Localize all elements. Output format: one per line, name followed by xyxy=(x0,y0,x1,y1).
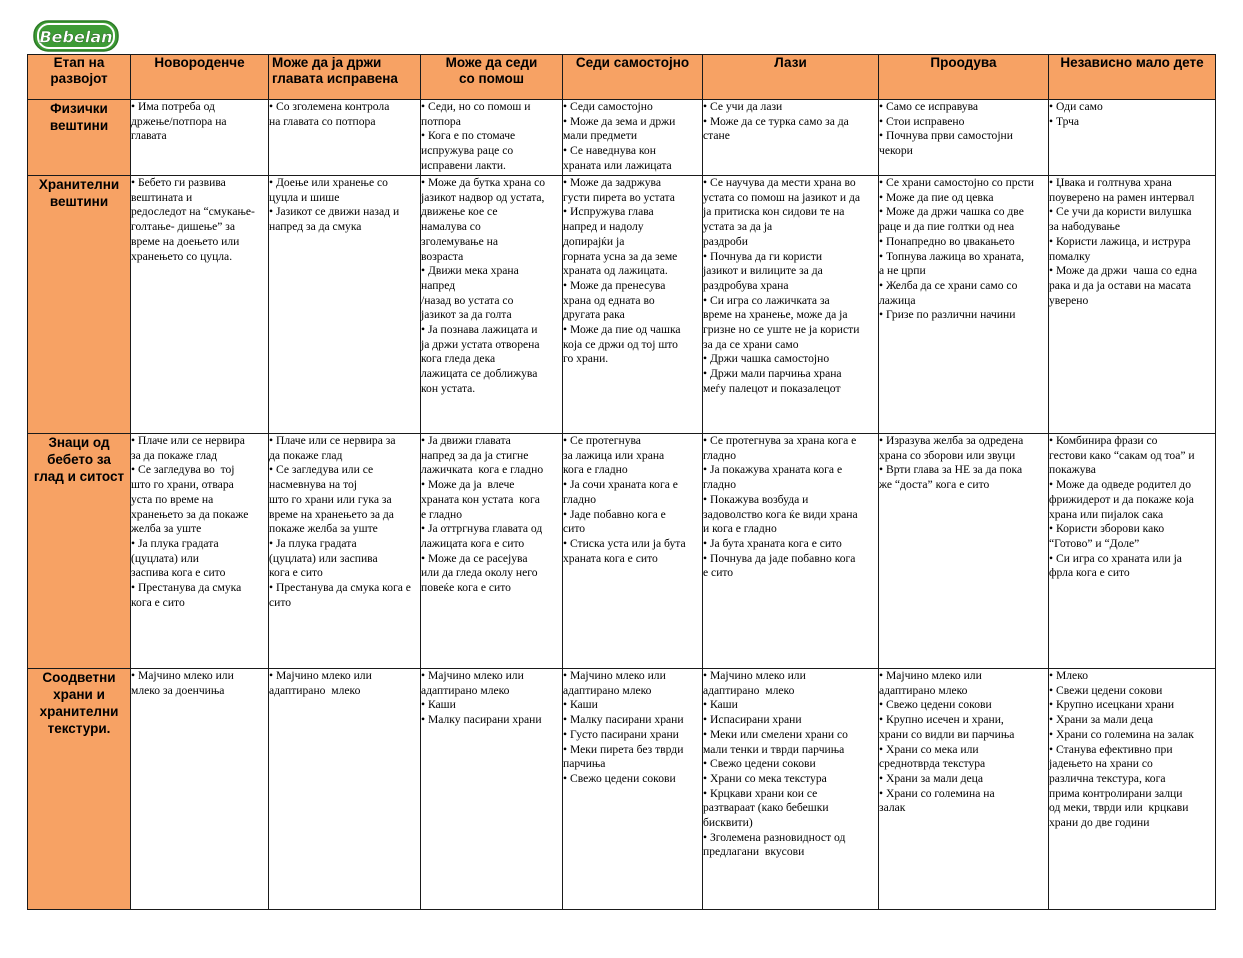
cell-line: • Кога е по стомаче xyxy=(421,129,516,143)
cell-line: движење кое се xyxy=(421,205,498,219)
cell-line: • Испасирани храни xyxy=(703,713,802,727)
cell-line: сито xyxy=(269,595,292,609)
cell-line: млеко за доенчиња xyxy=(131,683,225,697)
cell-line: • Крцкави храни кои се xyxy=(703,786,818,800)
stage-header: Може да седи со помош xyxy=(421,55,563,100)
cell-line: • Си игра со лажичката за xyxy=(703,293,830,307)
cell-line: • Почнува први самостојни xyxy=(879,129,1013,143)
cell-line: • Свежи цедени сокови xyxy=(1049,683,1163,697)
cell-line: • Плаче или се нервира за xyxy=(269,434,396,447)
table-row xyxy=(28,176,1216,434)
cell-line: • Може да се турка само за да xyxy=(703,114,849,128)
table-cell xyxy=(563,176,703,434)
cell-line: • Оди само xyxy=(1049,100,1103,113)
cell-line: адаптирано млеко xyxy=(563,683,652,697)
cell-line: • Може да се расејува xyxy=(421,551,528,565)
cell-line: кога е гладно xyxy=(563,463,628,477)
cell-line: • Седи, но со помош и xyxy=(421,100,531,113)
cell-line: гладно xyxy=(703,448,736,462)
cell-line: време на доењето или xyxy=(131,234,240,248)
cell-line: предлагани вкусови xyxy=(703,845,805,859)
cell-line: различна текстура, кога xyxy=(1049,771,1166,785)
cell-line: рака и да ја остави на масата xyxy=(1049,278,1192,292)
stage-header: Седи самостојно xyxy=(563,55,703,100)
cell-line: хранењето за да покаже xyxy=(131,507,249,521)
cell-line: хранењето со цуцла. xyxy=(131,249,233,263)
cell-line: да покаже глад xyxy=(269,448,343,462)
cell-line: гладно xyxy=(703,478,736,492)
cell-line: покажува xyxy=(1049,463,1096,477)
cell-line: • Храни со големина на залак xyxy=(1049,727,1194,741)
cell-line: • Мајчино млеко или xyxy=(703,669,806,682)
cell-line: парчиња xyxy=(563,757,606,771)
cell-line: • Храни за мали деца xyxy=(1049,713,1153,727)
cell-line: што го храни или гука за xyxy=(269,492,392,506)
cell-line: • Топнува лажица во храната, xyxy=(879,249,1025,263)
cell-line: • Си игра со храната или ја xyxy=(1049,551,1182,565)
cell-line: • Бебето ги развива xyxy=(131,176,226,189)
cell-line: • Мајчино млеко или xyxy=(879,669,982,682)
cell-line: уста по време на xyxy=(131,492,214,506)
cell-line: задоволство кога ќе види храна xyxy=(703,507,858,521)
cell-line: бисквити) xyxy=(703,816,753,830)
cell-line: залак xyxy=(879,801,906,815)
table-cell xyxy=(563,100,703,176)
cell-line: • Каши xyxy=(421,698,456,712)
table-cell xyxy=(1049,669,1216,910)
cell-line: адаптирано млеко xyxy=(421,683,510,697)
cell-line: • Може да бутка храна со xyxy=(421,176,546,189)
cell-line: • Држи мали парчиња храна xyxy=(703,367,842,381)
cell-line: храни со видли ви парчиња xyxy=(879,727,1015,741)
row-label: Знаци од бебето за глад и ситост xyxy=(28,434,131,669)
cell-line: на главата со потпора xyxy=(269,114,376,128)
table-cell xyxy=(269,176,421,434)
cell-line: • Може да пие од чашка xyxy=(563,323,681,337)
table-cell xyxy=(131,100,269,176)
cell-line: • Ја бута храната кога е сито xyxy=(703,536,842,550)
cell-line: • Каши xyxy=(563,698,598,712)
cell-line: • Меки пирета без тврди xyxy=(563,742,684,756)
cell-line: • Трча xyxy=(1049,114,1080,128)
cell-line: устата за да ја xyxy=(703,220,773,234)
cell-line: • Јазикот се движи назад и xyxy=(269,205,400,219)
cell-line: храна или пијалок сака xyxy=(1049,507,1164,521)
cell-line: јазикот надвор од устата, xyxy=(421,190,545,204)
cell-line: • Ја оттргнува главата од xyxy=(421,522,543,536)
cell-line: јазикот за да голта xyxy=(421,308,512,322)
cell-line: • Јаде побавно кога е xyxy=(563,507,666,521)
table-cell xyxy=(421,669,563,910)
table-header-row xyxy=(28,55,1216,100)
development-stages-table xyxy=(27,54,1216,910)
cell-line: храната кон устата кога xyxy=(421,492,540,506)
cell-line: раце и да пие голтки од нea xyxy=(879,220,1015,234)
table-cell xyxy=(703,100,879,176)
cell-line: за да покаже глад xyxy=(131,448,218,462)
cell-line: го храни. xyxy=(563,352,609,366)
cell-line: време на хранењето за да xyxy=(269,507,394,521)
cell-line: лажицата кога е сито xyxy=(421,536,525,550)
cell-line: • Се учи да користи вилушка xyxy=(1049,205,1192,219)
cell-line: горната усна за да земе xyxy=(563,249,678,263)
cell-line: • Престанува да смука кога е xyxy=(269,581,411,595)
cell-line: кога е сито xyxy=(131,595,185,609)
cell-line: /назад во устата со xyxy=(421,293,514,307)
cell-line: гладно xyxy=(563,492,596,506)
cell-line: желба за уште xyxy=(131,522,202,536)
cell-line: е сито xyxy=(703,566,734,580)
cell-line: држење/потпора на xyxy=(131,114,227,128)
cell-line: главата xyxy=(131,129,167,143)
cell-line: • Храни со големина на xyxy=(879,786,995,800)
cell-line: фрижидерот и да покаже која xyxy=(1049,492,1194,506)
cell-line: кога гледа дека xyxy=(421,352,496,366)
cell-line: • Се загледува во тој xyxy=(131,463,235,477)
cell-line: • Стиска уста или ја бута xyxy=(563,536,686,550)
stage-header: Новороденче xyxy=(131,55,269,100)
cell-line: напред за да смука xyxy=(269,220,362,234)
table-cell xyxy=(421,434,563,669)
cell-line: исправени лакти. xyxy=(421,158,506,172)
cell-line: • Може да пие од цевка xyxy=(879,190,994,204)
table-cell xyxy=(563,669,703,910)
cell-line: што го храни, отвара xyxy=(131,478,234,492)
cell-line: е гладно xyxy=(421,507,463,521)
cell-line: • Може да ја влече xyxy=(421,478,515,492)
cell-line: • Се протегнува xyxy=(563,434,641,447)
stage-header: Проодува xyxy=(879,55,1049,100)
cell-line: мали тенки и тврди парчиња xyxy=(703,742,845,756)
cell-line: • Се учи да лази xyxy=(703,100,783,113)
cell-line: напред xyxy=(421,278,456,292)
cell-line: • Се храни самостојно со прсти xyxy=(879,176,1035,189)
cell-line: редоследот на “смукање- xyxy=(131,205,255,219)
table-cell xyxy=(879,176,1049,434)
cell-line: густи пирета во устата xyxy=(563,190,675,204)
cell-line: (цуцлата) или заспива xyxy=(269,551,378,565)
cell-line: адаптирано млеко xyxy=(879,683,968,697)
cell-line: • Гризе по различни начини xyxy=(879,308,1016,322)
cell-line: • Седи самостојно xyxy=(563,100,653,113)
cell-line: • Мајчино млеко или xyxy=(563,669,666,682)
cell-line: зголемување на xyxy=(421,234,499,248)
cell-line: цуцла и шише xyxy=(269,190,340,204)
cell-line: • Ја плука градата xyxy=(269,536,357,550)
cell-line: • Има потреба од xyxy=(131,100,215,113)
table-cell xyxy=(703,434,879,669)
cell-line: стане xyxy=(703,129,730,143)
row-label: Хранителни вештини xyxy=(28,176,131,434)
cell-line: напред и надолу xyxy=(563,220,644,234)
cell-line: • Свежо цедени сокови xyxy=(703,757,816,771)
cell-line: сито xyxy=(563,522,586,536)
cell-line: • Изразува желба за одредена xyxy=(879,434,1024,447)
cell-line: ја држи устата отворена xyxy=(421,337,540,351)
cell-line: • Почнува да јаде побавно кога xyxy=(703,551,856,565)
cell-line: лажичката кога е гладно xyxy=(421,463,544,477)
cell-line: • Со зголемена контрола xyxy=(269,100,390,113)
cell-line: же “доста” кога е сито xyxy=(879,478,990,492)
table-cell xyxy=(703,176,879,434)
table-cell xyxy=(131,176,269,434)
cell-line: и кога е гладно xyxy=(703,522,777,536)
cell-line: • Храни со мека текстура xyxy=(703,771,827,785)
cell-line: испружува раце со xyxy=(421,144,514,158)
logo-text: Bebelan xyxy=(39,27,113,47)
cell-line: храната или лажицата xyxy=(563,158,672,172)
table-cell xyxy=(131,669,269,910)
cell-line: • Испружува глава xyxy=(563,205,654,219)
cell-line: • Малку пасирани храни xyxy=(421,713,542,727)
cell-line: (цуцлата) или xyxy=(131,551,200,565)
cell-line: храна со зборови или звуци xyxy=(879,448,1016,462)
cell-line: • Може да пренесува xyxy=(563,278,666,292)
cell-line: • Ја покажува храната кога е xyxy=(703,463,843,477)
cell-line: кон устата. xyxy=(421,381,476,395)
cell-line: уверено xyxy=(1049,293,1089,307)
table-cell xyxy=(1049,100,1216,176)
cell-line: вештината и xyxy=(131,190,193,204)
cell-line: гризне но се уште не ја користи xyxy=(703,323,860,337)
cell-line: • Доење или хранење со xyxy=(269,176,388,189)
cell-line: јадењето на храни со xyxy=(1049,757,1153,771)
cell-line: • Покажува возбуда и xyxy=(703,492,809,506)
cell-line: • Може да зема и држи xyxy=(563,114,676,128)
cell-line: • Свежо цедени сокови xyxy=(563,771,676,785)
cell-line: возраста xyxy=(421,249,464,263)
cell-line: или да гледа околу него xyxy=(421,566,538,580)
header-development-stage: Етап на развојот xyxy=(28,55,131,100)
cell-line: среднотврда текстура xyxy=(879,757,986,771)
cell-line: • Храни за мали деца xyxy=(879,771,983,785)
cell-line: од меки, тврди или крцкави xyxy=(1049,801,1189,815)
table-row xyxy=(28,100,1216,176)
cell-line: • Ја плука градата xyxy=(131,536,219,550)
table-cell xyxy=(131,434,269,669)
cell-line: • Густо пасирани храни xyxy=(563,727,679,741)
table-row xyxy=(28,434,1216,669)
cell-line: • Комбинира фрази со xyxy=(1049,434,1158,447)
stage-header: Лази xyxy=(703,55,879,100)
cell-line: • Може да држи чаша со една xyxy=(1049,264,1198,278)
cell-line: • Стои исправено xyxy=(879,114,965,128)
cell-line: • Мајчино млеко или xyxy=(131,669,234,682)
cell-line: • Ја познава лажицата и xyxy=(421,323,538,337)
cell-line: • Се протегнува за храна кога е xyxy=(703,434,857,447)
cell-line: повеќе кога е сито xyxy=(421,581,511,595)
cell-line: за лажица или храна xyxy=(563,448,665,462)
cell-line: голтање- дишење” за xyxy=(131,220,236,234)
cell-line: • Станува ефективно при xyxy=(1049,742,1173,756)
cell-line: потпора xyxy=(421,114,461,128)
cell-line: разтвараат (како бебешки xyxy=(703,801,829,815)
table-cell xyxy=(703,669,879,910)
cell-line: • Престанува да смука xyxy=(131,581,242,595)
cell-line: • Млеко xyxy=(1049,669,1089,682)
cell-line: • Мајчино млеко или xyxy=(269,669,372,682)
cell-line: • Користи зборови како xyxy=(1049,522,1165,536)
stage-header: Може да ја држи главата исправена xyxy=(269,55,421,100)
cell-line: • Мајчино млеко или xyxy=(421,669,524,682)
table-cell xyxy=(269,434,421,669)
cell-line: гестови како “сакам од тоа” и xyxy=(1049,448,1195,462)
cell-line: • Врти глава за НЕ за да пока xyxy=(879,463,1023,477)
bebelan-logo xyxy=(32,18,120,54)
cell-line: време на хранење, може да ја xyxy=(703,308,848,322)
cell-line: адаптирано млеко xyxy=(269,683,361,697)
cell-line: • Може да држи чашка со две xyxy=(879,205,1024,219)
table-row xyxy=(28,669,1216,910)
cell-line: • Само се исправува xyxy=(879,100,979,113)
cell-line: кога е сито xyxy=(269,566,323,580)
table-cell xyxy=(879,669,1049,910)
cell-line: • Каши xyxy=(703,698,738,712)
cell-line: раздроби xyxy=(703,234,748,248)
cell-line: • Користи лажица, и иструра xyxy=(1049,234,1191,248)
cell-line: покаже желба за уште xyxy=(269,522,378,536)
cell-line: храна од едната во xyxy=(563,293,655,307)
cell-line: • Желба да се храни само со xyxy=(879,278,1018,292)
cell-line: • Свежо цедени сокови xyxy=(879,698,992,712)
cell-line: “Готово” и “Доле” xyxy=(1049,536,1140,550)
cell-line: • Почнува да ги користи xyxy=(703,249,823,263)
cell-line: • Крупно исечен и храни, xyxy=(879,713,1004,727)
table-cell xyxy=(879,100,1049,176)
cell-line: • Понапредно во џвакањето xyxy=(879,234,1015,248)
cell-line: • Џвака и голтнува храна xyxy=(1049,176,1172,189)
table-cell xyxy=(269,669,421,910)
cell-line: другата рака xyxy=(563,308,625,322)
cell-line: лажицата се доближува xyxy=(421,367,538,381)
cell-line: • Може да одведе родител до xyxy=(1049,478,1191,492)
table-cell xyxy=(421,176,563,434)
cell-line: • Може да задржува xyxy=(563,176,662,189)
cell-line: намалува со xyxy=(421,220,481,234)
cell-line: храни до две години xyxy=(1049,816,1150,830)
cell-line: лажица xyxy=(879,293,916,307)
cell-line: адаптирано млеко xyxy=(703,683,795,697)
cell-line: храната кога е сито xyxy=(563,551,658,565)
cell-line: заспива кога е сито xyxy=(131,566,226,580)
cell-line: • Крупно исецкани храни xyxy=(1049,698,1175,712)
stage-header: Независно мало дете xyxy=(1049,55,1216,100)
cell-line: • Ја сочи храната кога е xyxy=(563,478,678,492)
cell-line: • Малку пасирани храни xyxy=(563,713,684,727)
table-cell xyxy=(1049,176,1216,434)
cell-line: јазикот и вилиците за да xyxy=(703,264,823,278)
cell-line: мали предмети xyxy=(563,129,638,143)
cell-line: допирајќи ја xyxy=(563,234,625,248)
table-cell xyxy=(1049,434,1216,669)
cell-line: раздробува храна xyxy=(703,278,789,292)
cell-line: • Плаче или се нервира xyxy=(131,434,245,447)
cell-line: меѓу палецот и показалецот xyxy=(703,381,841,395)
row-label: Соодветни храни и хранителни текстури. xyxy=(28,669,131,910)
cell-line: помалку xyxy=(1049,249,1091,263)
cell-line: поуверено на рамен интервал xyxy=(1049,190,1195,204)
cell-line: • Храни со мека или xyxy=(879,742,979,756)
cell-line: а не црпи xyxy=(879,264,926,278)
cell-line: • Се наведнува кон xyxy=(563,144,656,158)
cell-line: насмевнува на тој xyxy=(269,478,358,492)
cell-line: • Се научува да мести храна во xyxy=(703,176,856,189)
cell-line: • Се загледува или се xyxy=(269,463,374,477)
cell-line: прима контролирани залци xyxy=(1049,786,1183,800)
cell-line: • Ја движи главата xyxy=(421,434,511,447)
cell-line: за да се храни само xyxy=(703,337,799,351)
table-cell xyxy=(879,434,1049,669)
cell-line: за набодување xyxy=(1049,220,1121,234)
cell-line: напред за да ја стигне xyxy=(421,448,529,462)
row-label: Физички вештини xyxy=(28,100,131,176)
cell-line: која се држи од тој што xyxy=(563,337,678,351)
cell-line: ја притиска кон сидови те на xyxy=(703,205,845,219)
table-cell xyxy=(563,434,703,669)
cell-line: чекори xyxy=(879,144,913,158)
cell-line: • Држи чашка самостојно xyxy=(703,352,830,366)
table-cell xyxy=(421,100,563,176)
cell-line: • Меки или смелени храни со xyxy=(703,727,848,741)
cell-line: • Движи мека храна xyxy=(421,264,519,278)
cell-line: • Зголемена разновидност од xyxy=(703,830,846,844)
cell-line: фрла кога е сито xyxy=(1049,566,1130,580)
cell-line: устата со помош на јазикот и да xyxy=(703,190,861,204)
cell-line: храната од лажицата. xyxy=(563,264,668,278)
table-cell xyxy=(269,100,421,176)
